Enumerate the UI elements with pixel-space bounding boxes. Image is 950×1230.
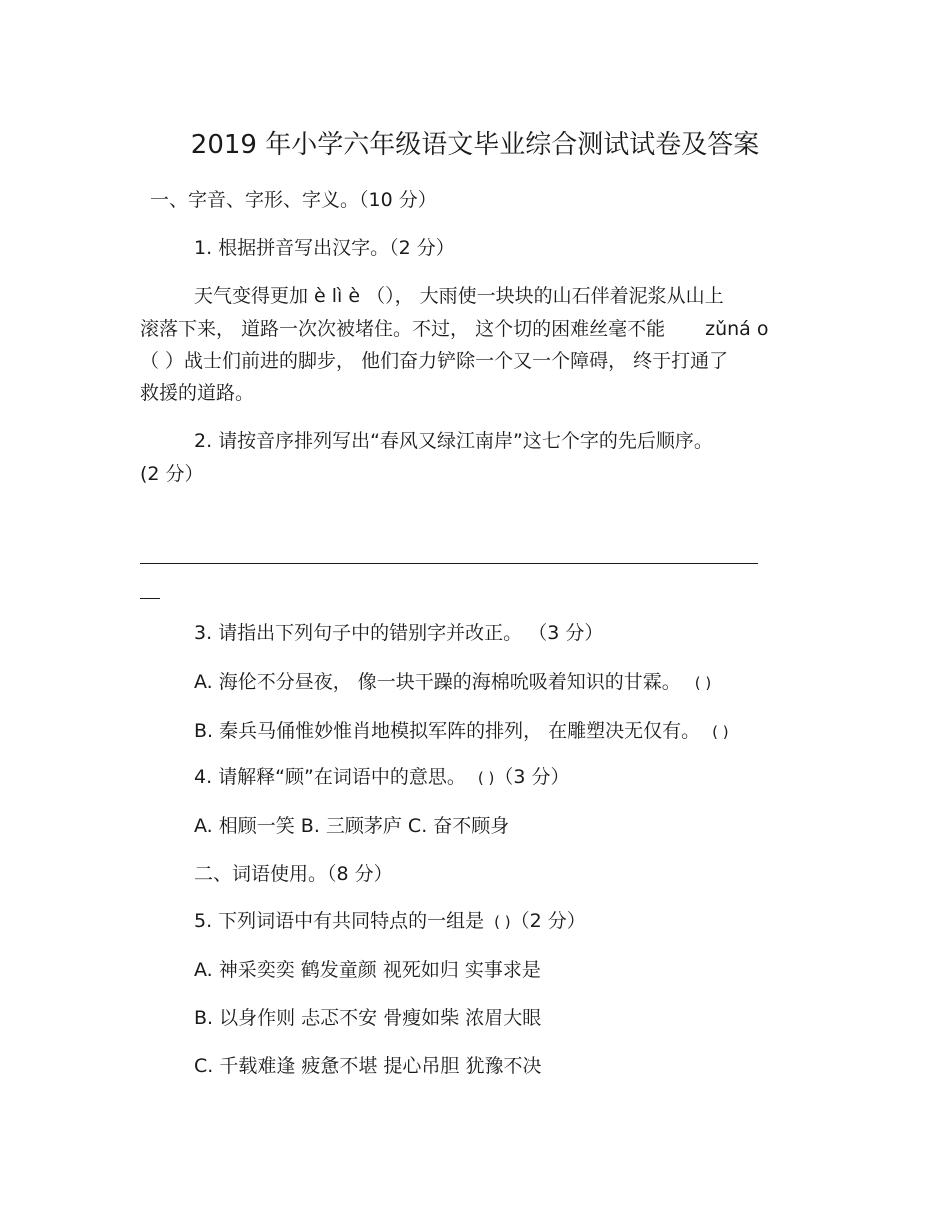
answer-paren-b[interactable]: ( ) xyxy=(712,723,729,741)
question-3-option-a xyxy=(194,670,711,695)
question-1-paragraph-line-3: （ ）战士们前进的脚步， 他们奋力铲除一个又一个障碍， 终于打通了 xyxy=(140,350,729,372)
question-1-label: 1. 根据拼音写出汉字。（2 分） xyxy=(194,237,455,259)
section-2-heading: 二、词语使用。（8 分） xyxy=(194,863,393,885)
section-1-heading: 一、字音、字形、字义。（10 分） xyxy=(150,189,437,211)
question-3-option-a-text: A. 海伦不分昼夜， 像一块干躁的海棉吮吸着知识的甘霖。 xyxy=(194,671,681,693)
question-3-option-b-text: B. 秦兵马俑惟妙惟肖地模拟军阵的排列， 在雕塑决无仅有。 xyxy=(194,720,701,742)
question-5-score: （2 分） xyxy=(510,910,586,932)
pinyin-zunao: zǔná o xyxy=(705,318,769,340)
question-4-text: 4. 请解释“顾”在词语中的意思。 xyxy=(194,766,466,788)
question-4-options: A. 相顾一笑 B. 三顾茅庐 C. 奋不顾身 xyxy=(194,815,510,837)
question-2-score: (2 分） xyxy=(140,463,204,485)
answer-paren-5[interactable]: ( ) xyxy=(494,913,511,931)
question-5-text: 5. 下列词语中有共同特点的一组是 xyxy=(194,910,485,932)
question-1-paragraph-line-2 xyxy=(140,317,768,341)
answer-paren-4[interactable]: ( ) xyxy=(477,769,495,787)
question-5-label xyxy=(194,909,586,934)
question-5-option-b: B. 以身作则 忐忑不安 骨瘦如柴 浓眉大眼 xyxy=(194,1007,542,1029)
answer-blank-line-end xyxy=(140,598,160,599)
question-2-label: 2. 请按音序排列写出“春风又绿江南岸”这七个字的先后顺序。 xyxy=(194,430,713,452)
question-1-paragraph-line-4: 救援的道路。 xyxy=(140,382,255,404)
question-5-option-a: A. 神采奕奕 鹤发童颜 视死如归 实事求是 xyxy=(194,959,541,981)
question-4-label xyxy=(194,765,569,790)
question-5-option-c: C. 千载难逢 疲惫不堪 提心吊胆 犹豫不决 xyxy=(194,1055,542,1077)
question-3-option-b xyxy=(194,719,729,744)
answer-blank-line[interactable] xyxy=(140,563,758,564)
question-1-paragraph-text: 滚落下来， 道路一次次被堵住。不过， 这个切的困难丝毫不能 xyxy=(140,318,666,340)
question-4-score: （3 分） xyxy=(494,766,570,788)
question-3-label: 3. 请指出下列句子中的错别字并改正。 （3 分） xyxy=(194,622,604,644)
question-1-paragraph-line-1: 天气变得更加 è lì è （）， 大雨使一块块的山石伴着泥浆从山上 xyxy=(194,285,724,307)
page-title: 2019 年小学六年级语文毕业综合测试试卷及答案 xyxy=(190,130,760,160)
answer-paren-a[interactable]: ( ) xyxy=(694,674,712,692)
